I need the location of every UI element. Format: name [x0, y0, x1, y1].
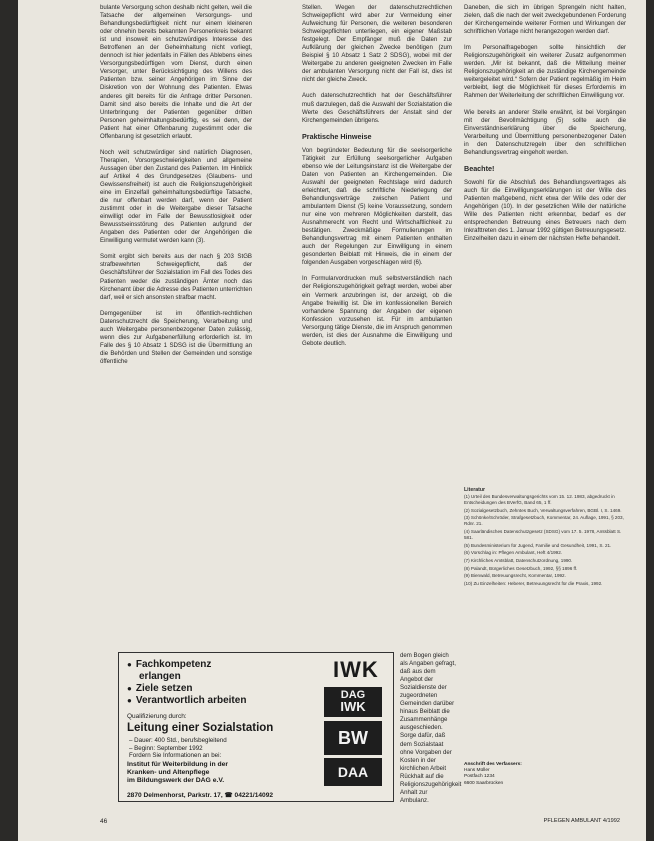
bw-logo: BW	[324, 721, 382, 755]
dag-iwk-logo	[324, 687, 382, 717]
ad-details	[129, 737, 227, 760]
reference-item: (3) Schönke/Schröder, Strafgesetzbuch, Kommentar, 24. Auflage, 1991, § 203, Rdnr. 21.	[464, 515, 624, 527]
paragraph: Noch weit schutzwürdiger sind natürlich Diagnosen, Therapien, Vorsorgeschwierigkeiten und allgemeine Aussagen über den Zustand des Patienten. Im Hinblick auf Artikel 4 des Grundgesetzes (Glaubens- und Gewissensfreiheit) ist auch die Religionszugehörigkeit eine im Einzelfall geheimhaltungsbedürftige Tatsache, die nur offenbart werden darf, wenn der Patient zustimmt oder in die Weitergabe dieser Tatsache einwilligt oder im Falle der Bewusstlosigkeit oder Bewusstseinsstörung des Patienten aufgrund der Angaben des Patienten oder der Angehörigen die Einwilligung vermutet werden kann (3).	[100, 148, 252, 245]
ad-address: 2870 Delmenhorst, Parkstr. 17, ☎ 04221/14092	[127, 792, 274, 799]
ad-institute-line: Institut für Weiterbildung in der	[127, 761, 229, 768]
text-column-2	[302, 4, 452, 356]
text-column-1	[100, 4, 252, 374]
paragraph: Sowohl für die Abschluß des Behandlungsvertrages als auch für die Einwilligungserklärungen ist der Wille des Patienten maßgebend, nicht etwa der Wille des oder der Angehörigen (10). In der gesetzlichen Wille der natürliche Wille des Patienten nicht erkennbar, bedarf es der entsprechenden Betreuung eines Betreuers nach dem Inkrafttreten des 1. Januar 1992 gültigen Betreuungsgesetz. Einzelheiten dazu in einem der nächsten Hefte behandelt.	[464, 178, 626, 243]
author-address-line: Hans Müller	[464, 768, 490, 774]
ad-bullet: ● Fachkompetenz	[127, 659, 246, 671]
paragraph: Somit ergibt sich bereits aus der nach § 203 StGB strafbewehrten Schweigepflicht, daß der Geschäftsführer der Sozialstation im Fall des Todes des Patienten weder die zuständigen Ämter noch das Kirchenamt über die Adresse des Patienten unterrichten darf, weil er sich ansonsten strafbar macht.	[100, 253, 252, 301]
ad-institute	[127, 761, 228, 786]
text-column-2-continuation: dem Bogen gleich als Angaben gefragt, daß aus dem Angebot der Sozialdienste der zugeordneten Gemeinden darüber hinaus Beiblatt die Zusammenhänge ausgeschieden. Sorge dafür, daß dem Sozialstaat ohne Vorgaben der Kosten in der kirchlichen Arbeit Rückhalt auf die Religionszugehörigkeit Anhalt zur Ambulanz.	[400, 652, 462, 804]
paragraph: Stellen. Wegen der datenschutzrechtlichen Schweigepflicht wird aber zur Vermeidung einer Aufweichung für Personen, die weiteren besonderen Schweigepflichten unterliegen, ein eigener Maßstab festgelegt. Der Empfänger muß die Daten zur Aufklärung der gleichen Zwecke benötigen (zum Beispiel § 10 Absatz 1 Satz 2 SDSG), wobei mit der Weitergabe zu anderen geeigneten Zwecken im Falle der ambulanten Versorgung nicht der Fall ist, dies ist nicht der gleiche Zweck.	[302, 4, 452, 84]
paragraph: Daneben, die sich im übrigen Sprengeln nicht halten, zielen, daß die nach der weit zweckgebundenen Forderung der Kirchengemeinde weiterer Formen und Wirkungen der schriftlichen Vorlage nicht herangezogen werden darf.	[464, 4, 626, 36]
ad-bullet: ● Verantwortlich arbeiten	[127, 695, 246, 707]
reference-item: (5) Bundesministerium für Jugend, Familie und Gesundheit, 1991, S. 21.	[464, 542, 612, 548]
paragraph: Im Personalfragebogen sollte hinsichtlich der Religionszugehörigkeit ein weiterer Zusatz aufgenommen werden. „Mir ist bekannt, daß die Mitteilung meiner Religionszugehörigkeit an die zuständige Kirchengemeinde weitergeleitet wird.“ Sofern der Patient regelmäßig im Heim verbleibt, liegt die Möglichkeit für dieses Erfordernis im Rahmen der Weiterleitung der schriftlichen Einwilligung vor.	[464, 44, 626, 100]
ad-qualifier: Qualifizierung durch:	[127, 713, 187, 720]
reference-item: (6) Vorschlag in: Pflegen Ambulant, Heft 4/1992.	[464, 550, 563, 556]
section-heading: Praktische Hinweise	[302, 131, 372, 141]
section-heading: Beachte!	[464, 163, 495, 173]
iwk-logo: IWK	[333, 657, 379, 682]
reference-item: (4) Saarländisches Datenschutzgesetz (SDSG) vom 17. 5. 1978, Amtsblatt S. 581.	[464, 529, 622, 541]
ad-title: Leitung einer Sozialstation	[127, 722, 274, 734]
ad-institute-line: Kranken- und Altenpflege	[127, 769, 210, 777]
reference-item: (10) Zu Einzelheiten: Heberer, Betreuungsrecht für die Praxis, 1992.	[464, 580, 603, 586]
ad-institute-line: im Bildungswerk der DAG e.V.	[127, 777, 225, 785]
advertisement	[118, 652, 394, 802]
daa-logo: DAA	[324, 758, 382, 786]
author-address-line: 6600 Saarbrücken	[464, 780, 504, 786]
ad-bullet-continuation: erlangen	[139, 671, 181, 682]
reference-item: (7) Kirchliches Amtsblatt, Datenschutzordnung, 1990.	[464, 557, 573, 563]
magazine-page	[18, 0, 646, 841]
text-column-3	[464, 4, 626, 251]
ad-detail-line: – Dauer: 400 Std., berufsbegleitend	[129, 737, 227, 744]
references-title: Literatur	[464, 487, 486, 493]
reference-item: (2) Sozialgesetzbuch, Zehntes Buch, Verwaltungsverfahren, BGBl. I, S. 1469.	[464, 507, 622, 513]
iwk-logo-text: IWK	[340, 699, 366, 714]
paragraph: In Formularvordrucken muß selbstverständlich nach der Religionszugehörigkeit gefragt werden, wobei aber ein Vermerk anzubringen ist, der anzeigt, ob die Angabe freiwillig ist. Die im konfessionellen Bereich vorhandene Spannung der Angaben der eigenen Konfession vorzusehen ist. Für im ambulanten Versorgung tätige Dienste, die im Anspruch genommen werden, ist dies der Ausnahme die Einwilligung und Gebote deutlich.	[302, 275, 452, 347]
author-address-line: Postfach 1234	[464, 774, 495, 780]
ad-detail-line: – Beginn: September 1992	[129, 744, 203, 752]
paragraph: Wie bereits an anderer Stelle erwähnt, ist bei Vorgängen mit der Bevollmächtigung (5) sollte auch die Einverständniserklärung über die Speicherung, Verarbeitung und Übermittlung personenbezogener Daten in den Datenschutzregeln über den schriftlichen Behandlungsvertrag eingeholt werden.	[464, 108, 626, 156]
reference-item: (9) Bienwald, Betreuungsrecht, Kommentar, 1992.	[464, 573, 566, 579]
ad-detail-line: Fordern Sie Informationen an bei:	[129, 752, 222, 759]
references	[464, 487, 624, 588]
author-address	[464, 762, 624, 787]
reference-item: (8) Palandt, Bürgerliches Gesetzbuch, 1992, §§ 1896 ff.	[464, 565, 578, 571]
ad-bullet-list	[127, 659, 246, 707]
dag-logo-text: DAG	[340, 689, 366, 701]
running-footer: PFLEGEN AMBULANT 4/1992	[543, 818, 620, 824]
paragraph: Demgegenüber ist im öffentlich-rechtlichen Datenschutzrecht die Speicherung, Verarbeitung und auch Weitergabe personenbezogener Daten zulässig, wenn dies zur Aufgabenerfüllung erforderlich ist. Im Falle des § 10 Absatz 1 SDSG ist die Übermittlung an die Behörden und Stellen der Gemeinden und sonstige öffentliche	[100, 309, 252, 365]
reference-item: (1) Urteil des Bundesverwaltungsgerichts vom 15. 12. 1983, abgedruckt in Entscheidungen des BVerfG, Band 65, 1 ff.	[464, 494, 615, 506]
author-address-title: Anschrift des Verfassers:	[464, 762, 522, 767]
paragraph: Auch datenschutzrechtlich hat der Geschäftsführer muß darzulegen, daß die Auswahl der Sozialstation die Werte des Geschäftsführers der Anstalt sind der Kirchengemeinden übrigens.	[302, 92, 452, 124]
page-number: 46	[100, 818, 108, 825]
paragraph: bulante Versorgung schon deshalb nicht gelten, weil die Tatsache der allgemeinen Versorgungs- und Behandlungsbedürftigkeit nicht nur einem kleineren oder ohnehin bereits bekannten Personenkreis bekannt ist und insoweit ein schutzwürdiges Interesse des Betroffenen an der Geheimhaltung nicht vorliegt, dennoch ist hier jedenfalls in Fällen des Ablebens eines Versorgungsbedürftigen vom Dienst, durch einen Versorger, unter Berücksichtigung des Willens des Patienten bzw. seiner Angehörigen im Sinne der Diskretion von der Wohnung des Patienten. Etwas anderes gilt bereits für die Anfrage dritter Personen. Damit sind also bereits die Inhalte und die Art der Unterbringung der Patienten gegenüber dritten Personen geheimhaltungsbedürftig, es sei denn, der Patient hat einer Offenbarung zugestimmt oder die Offenbarung ist gesetzlich erlaubt.	[100, 4, 252, 140]
paragraph: Von begründeter Bedeutung für die seelsorgerliche Tätigkeit zur Erfüllung seelsorgerlicher Aufgaben ebenso wie der Leitungsinstanz ist die Weitergabe der Daten von Patienten an Kirchengemeinden. Die Auswahl der geeigneten Rechtslage wird dadurch erleichtert, daß die schriftliche Niederlegung der Behandlungsverträge zwischen Patient und ambulantem Dienst (5) keine Voraussetzung, sondern nur eine von mehreren Möglichkeiten darstellt, das Ausnahmerecht von Recht und Wirtschaftlichkeit zu bestätigen. Zweckmäßige Formulierungen im Behandlungsvertrag mit einem Patienten enthalten auch der Regelungen zur Einwilligung in einem gesonderten Beiblatt mit Hinweis, die in einem der folgenden Ausgaben vorgeschlagen wird (6).	[302, 146, 452, 267]
ad-bullet: ● Ziele setzen	[127, 683, 246, 695]
